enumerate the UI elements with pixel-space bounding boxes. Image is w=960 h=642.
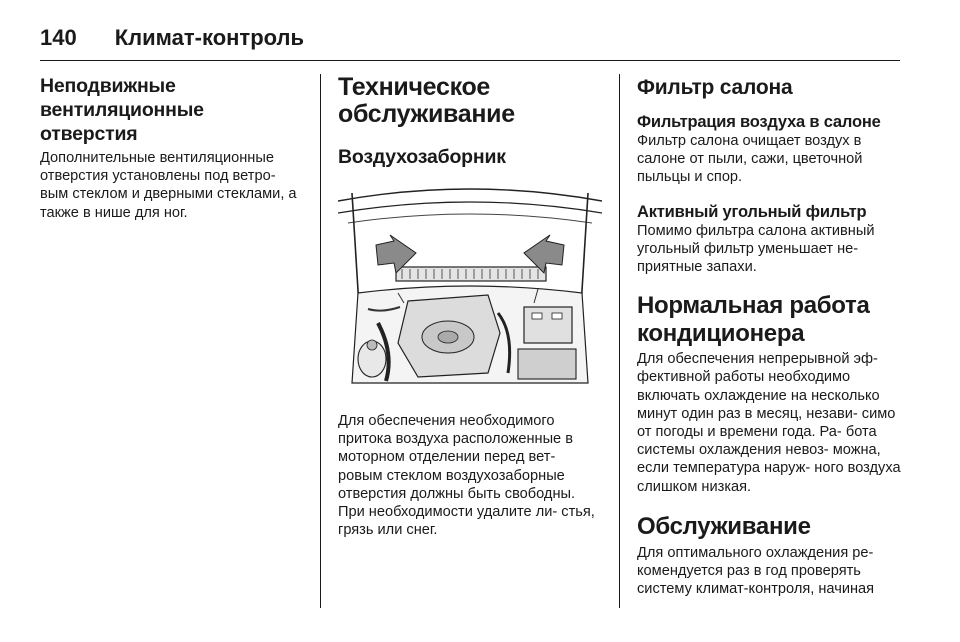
- column-maintenance: [338, 74, 603, 539]
- engine-bay-illustration: [338, 183, 602, 396]
- section-heading-service: Обслуживание: [637, 512, 811, 540]
- page-number: 140: [40, 25, 77, 50]
- section-heading-maintenance: Техническое обслуживание: [338, 73, 515, 128]
- section-heading-cabin-filter: Фильтр салона: [637, 76, 793, 99]
- paragraph-air-intake: Для обеспечения необходимого притока воздуха расположенные в моторном отделении перед вет- ровым стеклом воздухозаборные отверстия должны быть свободны. При необходимости удалите ли- стья, грязь или снег.: [338, 413, 595, 539]
- subsection-heading-carbon-filter: Активный угольный фильтр: [637, 202, 867, 221]
- section-heading-ac-operation: Нормальная работа кондиционера: [637, 292, 870, 348]
- column-divider: [619, 74, 620, 608]
- engine-bay-svg: [338, 183, 602, 396]
- paragraph-ac-operation: Для обеспечения непрерывной эф- фективной работы необходимо включать охлаждение на несколько минут один раз в месяц, незави- симо от погоды и времени года. Ра- бота системы охлаждения невоз- можна, если температура наруж- ного воздуха слишком низкая.: [637, 351, 901, 495]
- paragraph-air-filtration: Фильтр салона очищает воздух в салоне от пыли, сажи, цветочной пыльцы и спор.: [637, 133, 863, 186]
- header-rule: [40, 60, 900, 61]
- column-fixed-vents: [40, 74, 305, 222]
- section-heading-fixed-vents: Неподвижные вентиляционные отверстия: [40, 75, 204, 145]
- column-cabin-filter: [637, 74, 902, 598]
- chapter-title: Климат-контроль: [114, 25, 305, 50]
- subsection-heading-air-intake: Воздухозаборник: [338, 146, 506, 168]
- paragraph-fixed-vents: Дополнительные вентиляционные отверстия установлены под ветро- вым стеклом и дверными стеклами, а также в нише для ног.: [40, 150, 297, 221]
- page-header: [40, 18, 900, 58]
- subsection-heading-air-filtration: Фильтрация воздуха в салоне: [637, 113, 881, 131]
- paragraph-service: Для оптимального охлаждения ре- комендуется раз в год проверять систему климат-контроля, начиная: [637, 544, 875, 598]
- paragraph-carbon-filter: Помимо фильтра салона активный угольный фильтр уменьшает не- приятные запахи.: [637, 222, 875, 276]
- column-divider: [320, 74, 321, 608]
